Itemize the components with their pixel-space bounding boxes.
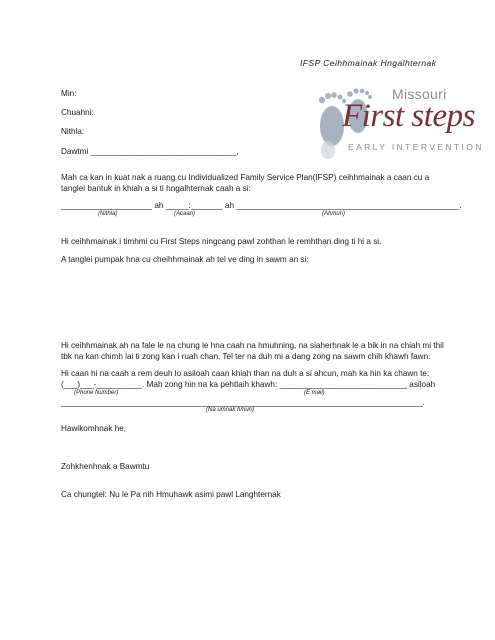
meeting-time-label: (Acaan) [174, 211, 196, 217]
field-min: Min: [61, 89, 77, 98]
input-paragraph-line-1: Hi ceihhmainak ah na fale le na chung le hna caah na hmuhning, na siaherhnak le a bik in na chiah mi thil [61, 341, 444, 350]
logo-brand-sub: EARLY INTERVENTION [348, 142, 484, 152]
reschedule-line-1: Hi caan hi na caah a rem deuh lo asiloah caan khiah than na duh a si ahcun, mah ka hin ka chawn te: [61, 369, 430, 378]
email-label: (E mail) [304, 390, 325, 396]
invitees-paragraph: A tanglei pumpak hna cu cheihhmainak ah tel ve ding in sawm an si: [61, 255, 309, 264]
phone-number-label: (Phone Number) [74, 390, 119, 396]
meeting-details-line: ____________________ ah _____:_______ ah _________________________________________________. [61, 201, 462, 210]
page-header-title: IFSP Ceihhmainak Hngalhternak [300, 58, 437, 68]
purpose-paragraph: Hi ceihhmainak i timhmi cu First Steps ningcang pawl zohthan le remhthan ding ti hi a si. [61, 237, 382, 246]
logo-brand-main: First steps [342, 98, 475, 134]
missouri-first-steps-logo [306, 82, 484, 162]
reschedule-line-2: (___)___-__________. Mah zong hin na ka pehtlaih khawh: ____________________________ asiloah [61, 380, 436, 389]
input-paragraph-line-2: tbk na kan chimh lai ti zong kan i ruah chan. Tel ter na duh mi a dang zong na sawm chih khawh fawn. [61, 352, 431, 361]
field-nithla: Nithla: [61, 127, 85, 136]
cc-line: Ca chungtel: Nu le Pa nih Hmuhawk asimi pawl Langhternak [61, 490, 281, 499]
intro-line-2: tanglei bantuk in khiah a si ti hngalhternak caah a si: [61, 184, 251, 193]
address-label: (Na umnak hmun) [206, 407, 255, 413]
intro-line-1: Mah ca kan in kuat nak a ruang cu Individualized Family Service Plan(IFSP) ceihhmainak a caan cu a [61, 173, 430, 182]
logo-brand-top: Missouri [392, 86, 447, 102]
address-line: ______________________________________________________________________________________. [61, 398, 425, 407]
meeting-date-label: (Nithla) [98, 211, 118, 217]
signature-title: Zohkhenhnak a Bawmtu [61, 462, 150, 471]
meeting-place-label: (Ahmun) [322, 211, 346, 217]
closing-text: Hawikomhnak he, [61, 424, 127, 433]
field-chuahni: Chuahni: [61, 108, 94, 117]
field-dawtmi: Dawtmi ________________________________, [61, 147, 239, 156]
